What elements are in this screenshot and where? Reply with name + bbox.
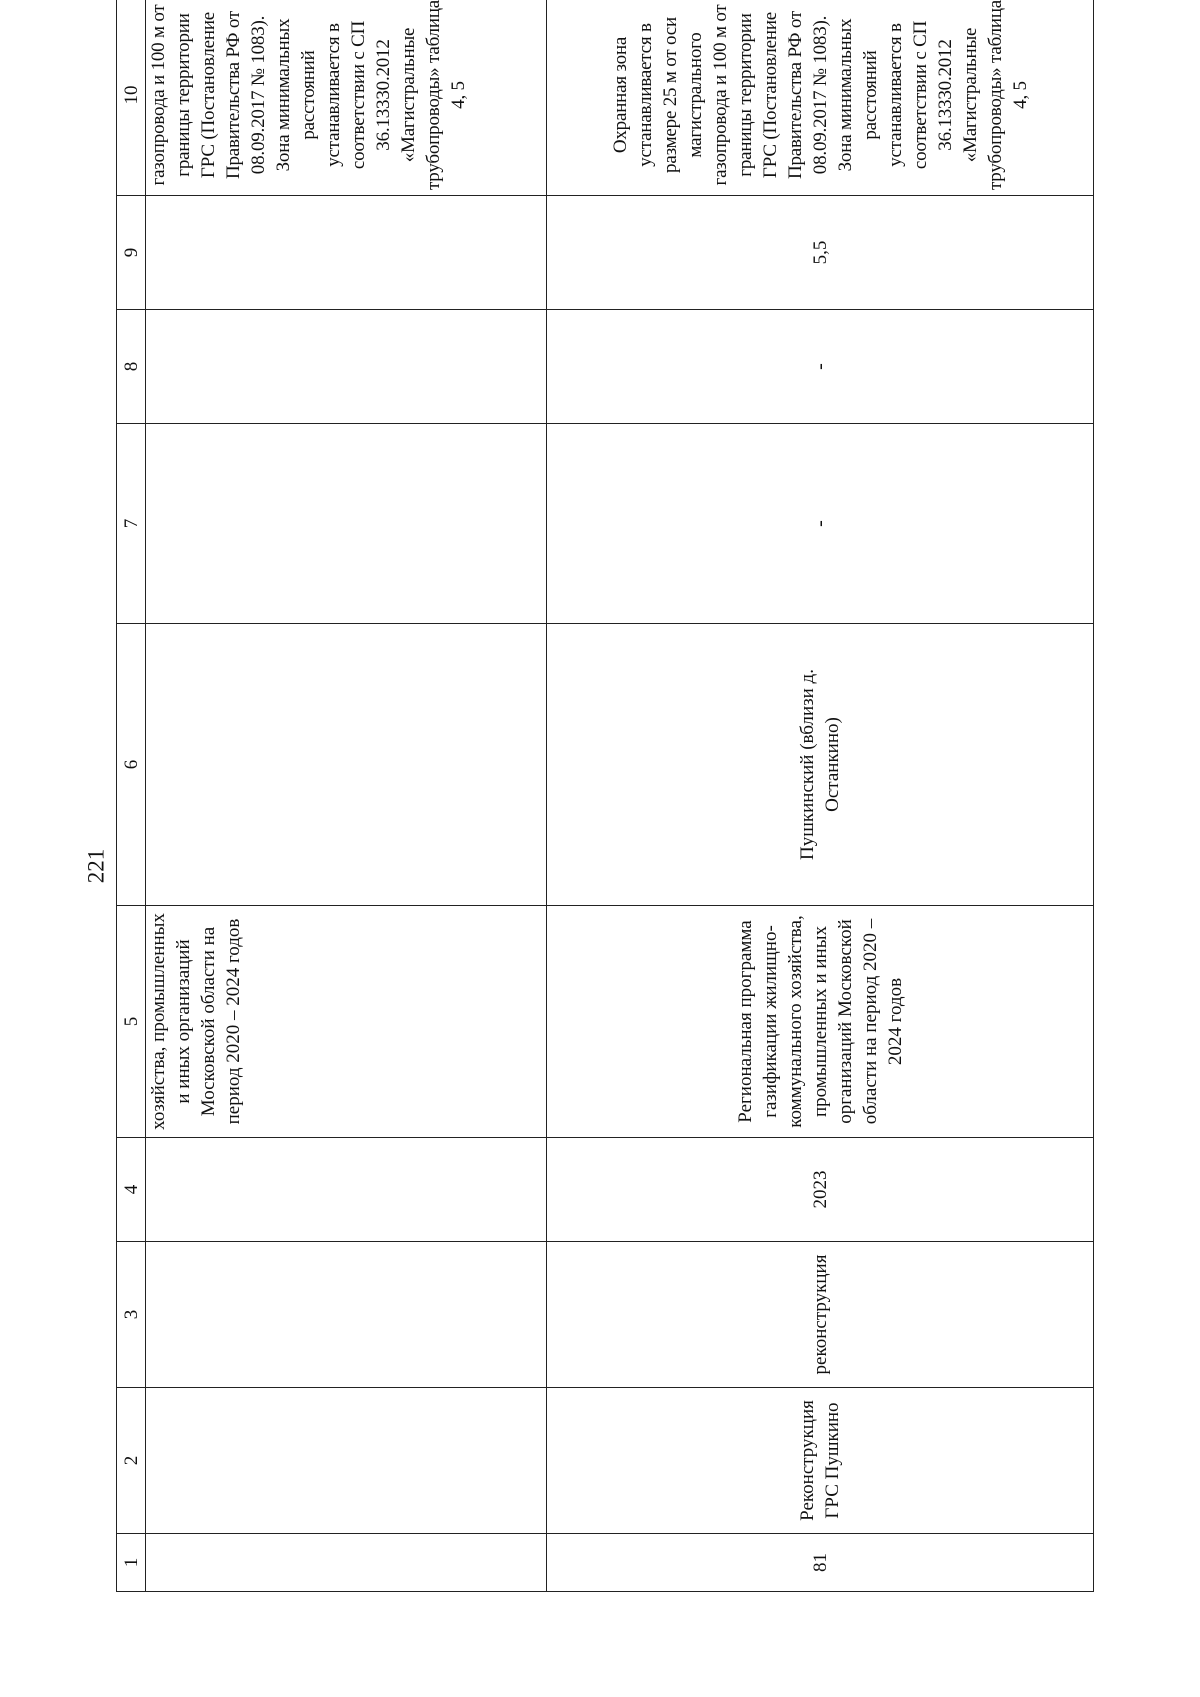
header-cell-7: 7: [117, 424, 146, 624]
object-name-cell: Реконструкция ГРС Пушкино: [547, 1388, 1094, 1534]
cont-cell-9: [146, 196, 547, 310]
cont-cell-1: [146, 1534, 547, 1592]
col9-cell: 5,5: [547, 196, 1094, 310]
page-number-text: 221: [83, 848, 108, 884]
header-cell-10: 10: [117, 0, 146, 196]
header-row: [117, 0, 146, 1592]
cont-cell-3: [146, 1242, 547, 1388]
location-cell: Пушкинский (вблизи д. Останкино): [547, 624, 1094, 906]
work-type-cell: реконструкция: [547, 1242, 1094, 1388]
header-cell-8: 8: [117, 310, 146, 424]
rotated-table-container: [116, 0, 1094, 1592]
year-cell: 2023: [547, 1138, 1094, 1242]
program-cell: Региональная программа газификации жилищно-коммунального хозяйства, промышленных и иных организаций Московской области на период 2020 – 2024 годов: [547, 906, 1094, 1138]
zone-cell: Охранная зона устанавливается в размере 25 м от оси магистрального газопровода и 100 м от границы территории ГРС (Постановление Правительства РФ от 08.09.2017 № 1083). Зона минимальных расстояний устанавливается в соответствии с СП 36.13330.2012 «Магистральные трубопроводы» таблица 4, 5: [547, 0, 1094, 196]
header-cell-6: 6: [117, 624, 146, 906]
cont-zone-cell: газопровода и 100 м от границы территории ГРС (Постановление Правительства РФ от 08.09.2017 № 1083). Зона минимальных расстояний устанавливается в соответствии с СП 36.13330.2012 «Магистральные трубопроводы» таблица 4, 5: [146, 0, 547, 196]
cont-cell-6: [146, 624, 547, 906]
continuation-row: [146, 0, 547, 1592]
header-cell-2: 2: [117, 1388, 146, 1534]
header-cell-1: 1: [117, 1534, 146, 1592]
page-number: [82, 846, 110, 886]
cont-cell-8: [146, 310, 547, 424]
header-cell-4: 4: [117, 1138, 146, 1242]
cont-cell-2: [146, 1388, 547, 1534]
table-row: [547, 0, 1094, 1592]
data-table: [116, 0, 1094, 1592]
col8-cell: -: [547, 310, 1094, 424]
col7-cell: -: [547, 424, 1094, 624]
cont-program-cell: хозяйства, промышленных и иных организаций Московской области на период 2020 – 2024 годов: [146, 906, 547, 1138]
row-number-cell: 81: [547, 1534, 1094, 1592]
header-cell-3: 3: [117, 1242, 146, 1388]
cont-cell-7: [146, 424, 547, 624]
header-cell-5: 5: [117, 906, 146, 1138]
header-cell-9: 9: [117, 196, 146, 310]
cont-cell-4: [146, 1138, 547, 1242]
